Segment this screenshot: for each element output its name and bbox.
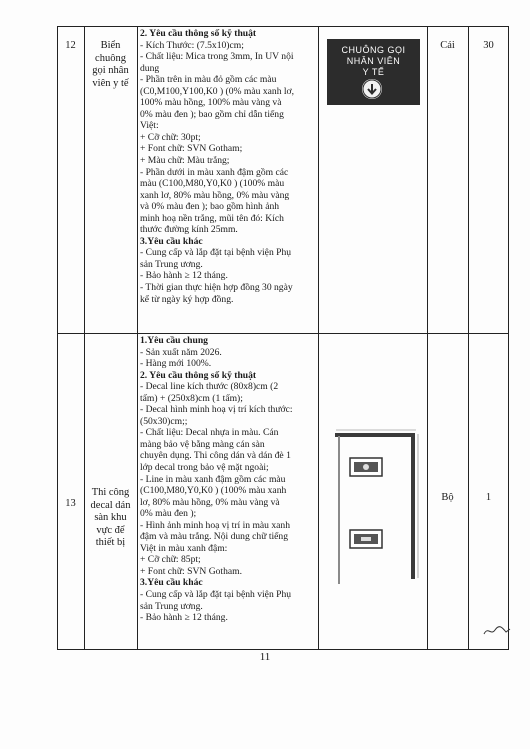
spec-line: lơ, 80% màu hồng, 0% màu vàng và [140, 496, 280, 508]
table-bottom-border [57, 649, 509, 650]
col-divider [427, 26, 428, 650]
spec-line: - Bảo hành ≥ 12 tháng. [140, 270, 228, 282]
spec-line: màng bảo vệ bằng màng cán sàn [140, 438, 265, 450]
spec-line: đậm và màu trắng. Nội dung chữ tiếng [140, 531, 289, 543]
spec-line: - Decal hình minh hoạ vị trí kích thước: [140, 404, 293, 416]
item-name-line: chuông [95, 52, 126, 64]
item-name-line: Thi công [91, 487, 130, 498]
spec-line: minh hoạ nền trắng, mũi tên đó: Kích [140, 212, 284, 224]
col-divider [468, 26, 469, 650]
table-right-border [508, 26, 509, 650]
spec-line: và 0% màu đen ); bao gồm hình ảnh [140, 201, 280, 213]
spec-line: 100% màu hồng, 100% màu vàng và [140, 97, 282, 109]
spec-line: - Kích Thước: (7.5x10)cm; [140, 39, 244, 51]
spec-line: - Decal line kích thước (80x8)cm (2 [140, 381, 279, 393]
item-name-line: sàn khu [94, 512, 127, 523]
spec-table [57, 26, 509, 650]
spec-heading: 1.Yêu cầu chung [140, 335, 208, 346]
spec-line: - Chất liệu: Mica trong 3mm, In UV nội [140, 51, 294, 63]
spec-line: + Cỡ chữ: 85pt; [140, 554, 201, 566]
col-divider [318, 26, 319, 650]
signature-mark [482, 624, 512, 638]
item-name-line: vực để [96, 524, 125, 536]
spec-line: - Phần trên in màu đỏ gồm các màu [140, 74, 277, 86]
spec-line: 0% màu đen ); bao gồm chỉ dẫn tiếng [140, 108, 284, 120]
row-item-name [84, 40, 137, 90]
item-name-line: viên y tế [92, 77, 129, 89]
spec-line: + Font chữ: SVN Gotham; [140, 143, 243, 155]
row-specification [137, 335, 318, 624]
row-quantity: 1 [485, 492, 492, 503]
row-quantity: 30 [483, 40, 494, 51]
spec-line: chuyên dụng. Thi công dán và dán đè 1 [140, 450, 291, 462]
sign-caption-line: NHÂN VIÊN [346, 56, 401, 66]
row-specification [137, 28, 318, 305]
spec-line: - Cung cấp và lắp đặt tại bệnh viện Phụ [140, 247, 292, 259]
spec-heading: 2. Yêu cầu thông số kỹ thuật [140, 369, 257, 381]
spec-line: - Sản xuất năm 2026. [140, 346, 222, 358]
row-stt: 12 [65, 40, 76, 51]
call-staff-sign-image [327, 39, 420, 105]
spec-line: + Font chữ: SVN Gotham. [140, 565, 243, 577]
sign-caption-line: CHUÔNG GỌI [341, 45, 406, 55]
spec-line: Việt in màu xanh đậm: [140, 542, 228, 554]
row-item-name [84, 487, 137, 550]
spec-line: - Hình ảnh minh hoạ vị trí in màu xanh [140, 519, 291, 531]
item-name-line: decal dán [90, 499, 131, 511]
row-divider [57, 333, 509, 334]
sign-caption-line: Y TẾ [362, 67, 385, 77]
item-name-line: thiết bị [95, 537, 126, 548]
row-unit: Cái [440, 40, 455, 51]
spec-line: - Bảo hành ≥ 12 tháng. [140, 612, 228, 624]
page-number: 11 [259, 651, 271, 663]
spec-line: 0% màu đen ); [140, 508, 197, 520]
spec-line: - Chất liệu: Decal nhựa in màu. Cán [140, 427, 279, 439]
spec-line: dung [140, 62, 160, 74]
spec-line: sản Trung ương. [140, 258, 203, 270]
spec-line: kể từ ngày ký hợp đồng. [140, 293, 234, 305]
spec-line: lớp decal trong bảo vệ mặt ngoài; [140, 462, 269, 474]
table-left-border [57, 26, 58, 650]
arrow-down-circle-icon [362, 79, 382, 99]
spec-line: - Line in màu xanh đậm gồm các màu [140, 473, 286, 485]
spec-line: sản Trung ương. [140, 600, 203, 612]
row-unit: Bộ [441, 492, 454, 503]
table-top-border [57, 26, 509, 27]
spec-line: (50x30)cm;; [140, 415, 188, 427]
sign-caption [327, 45, 420, 78]
row-stt: 13 [65, 498, 76, 509]
spec-line: màu (C100,M80,Y0,K0 ) (100% màu [140, 178, 285, 190]
spec-line: - Hàng mới 100%. [140, 358, 212, 370]
floor-decal-plan-diagram [332, 428, 424, 584]
spec-heading: 2. Yêu cầu thông số kỹ thuật [140, 28, 257, 39]
spec-line: (C100,M80,Y0,K0 ) (100% màu xanh [140, 485, 287, 497]
spec-heading: 3.Yêu cầu khác [140, 577, 203, 589]
spec-heading: 3.Yêu cầu khác [140, 235, 203, 247]
item-name-line: gọi nhân [92, 65, 129, 76]
spec-line: tấm) + (250x8)cm (1 tấm); [140, 392, 243, 404]
spec-line: + Màu chữ: Màu trắng; [140, 155, 230, 167]
spec-line: - Cung cấp và lắp đặt tại bệnh viện Phụ [140, 589, 292, 601]
spec-line: thước đường kính 25mm. [140, 224, 238, 236]
spec-line: - Phần dưới in màu xanh đậm gồm các [140, 166, 289, 178]
spec-line: xanh lơ, 80% màu hồng, 0% màu vàng [140, 189, 290, 201]
spec-line: Việt: [140, 120, 159, 132]
spec-line: (C0,M100,Y100,K0 ) (0% màu xanh lơ, [140, 85, 295, 97]
item-name-line: Biển [100, 40, 121, 51]
col-divider [84, 26, 85, 650]
spec-line: - Thời gian thực hiện hợp đồng 30 ngày [140, 282, 293, 294]
spec-line: + Cỡ chữ: 30pt; [140, 131, 201, 143]
